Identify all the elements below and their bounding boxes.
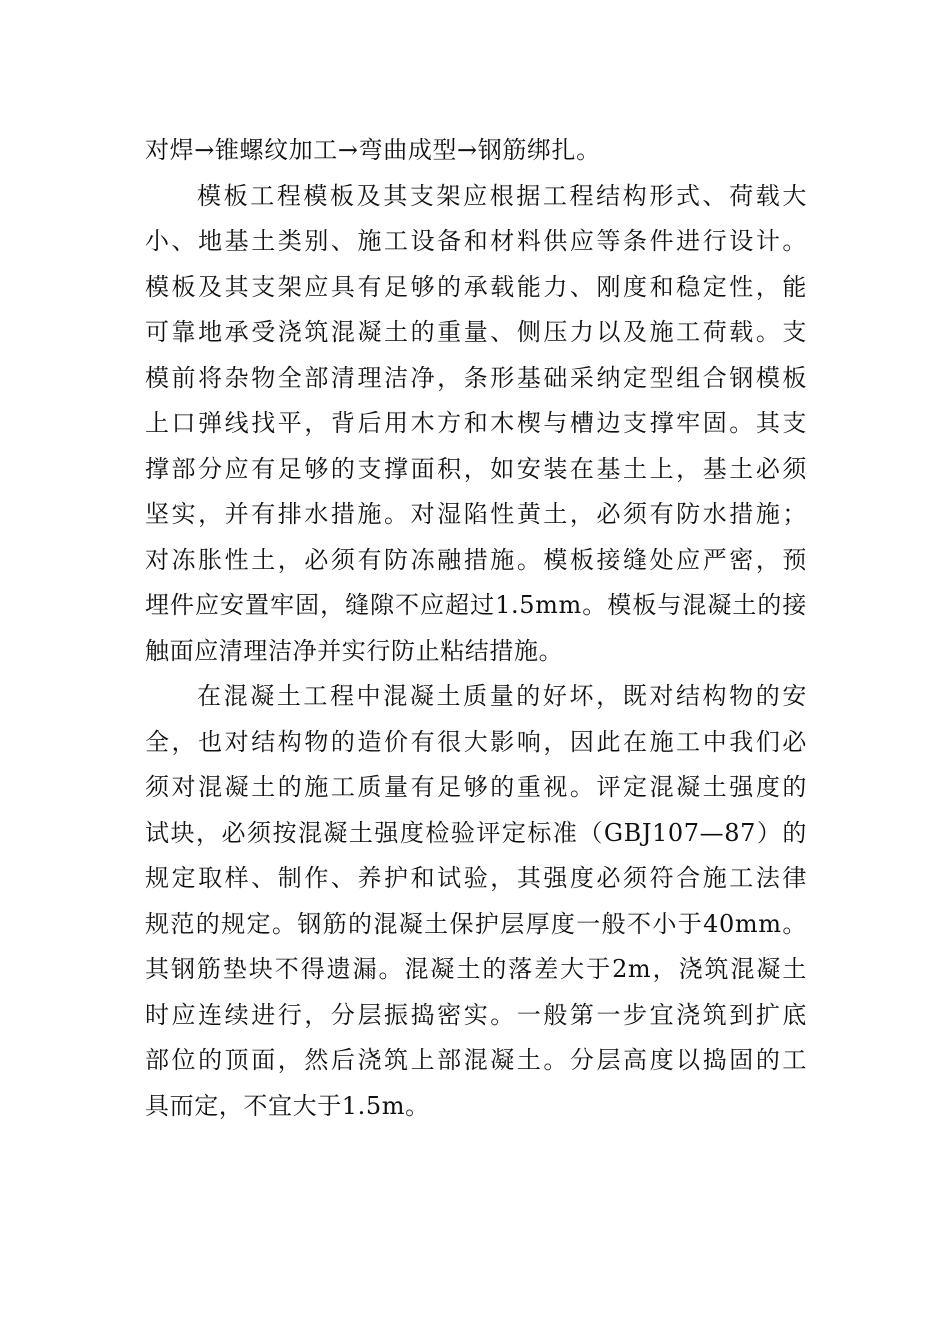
text-line: 规定取样、制作、养护和试验，其强度必须符合施工法律 (145, 864, 807, 892)
text-line: 部位的顶面，然后浇筑上部混凝土。分层高度以捣固的工 (145, 1046, 807, 1074)
document-body (145, 128, 807, 1129)
text-line: 埋件应安置牢固，缝隙不应超过1.5mm。模板与混凝土的接 (145, 591, 807, 619)
text-line: 须对混凝土的施工质量有足够的重视。评定混凝土强度的 (145, 773, 807, 801)
text-line: 上口弹线找平，背后用木方和木楔与槽边支撑牢固。其支 (145, 409, 807, 437)
paragraph-3 (145, 674, 807, 1129)
text-line: 在混凝土工程中混凝土质量的好坏，既对结构物的安 (197, 682, 807, 710)
text-line: 时应连续进行，分层振捣密实。一般第一步宜浇筑到扩底 (145, 1000, 807, 1029)
text-line: 模板工程模板及其支架应根据工程结构形式、荷载大 (197, 181, 807, 210)
text-line: 其钢筋垫块不得遗漏。混凝土的落差大于2m，浇筑混凝土 (145, 955, 807, 983)
text-line: 全，也对结构物的造价有很大影响，因此在施工中我们必 (145, 727, 807, 756)
text-line: 对焊→锥螺纹加工→弯曲成型→钢筋绑扎。 (145, 136, 601, 164)
text-line: 坚实，并有排水措施。对湿陷性黄土，必须有防水措施； (145, 500, 807, 528)
text-line: 模前将杂物全部清理洁净，条形基础采纳定型组合钢模板 (145, 363, 807, 392)
paragraph-1 (145, 128, 807, 174)
text-line: 对冻胀性土，必须有防冻融措施。模板接缝处应严密，预 (145, 545, 807, 574)
text-line: 规范的规定。钢筋的混凝土保护层厚度一般不小于40mm。 (145, 909, 807, 938)
paragraph-2 (145, 174, 807, 675)
text-line: 具而定，不宜大于1.5m。 (145, 1091, 430, 1120)
text-line: 撑部分应有足够的支撑面积，如安装在基土上，基土必须 (145, 454, 807, 483)
text-line: 模板及其支架应具有足够的承载能力、刚度和稳定性，能 (145, 272, 807, 301)
text-line: 小、地基土类别、施工设备和材料供应等条件进行设计。 (145, 227, 807, 255)
text-line: 可靠地承受浇筑混凝土的重量、侧压力以及施工荷载。支 (145, 318, 807, 346)
text-line: 试块，必须按混凝土强度检验评定标准（GBJ107—87）的 (145, 818, 807, 847)
text-line: 触面应清理洁净并实行防止粘结措施。 (145, 636, 564, 665)
